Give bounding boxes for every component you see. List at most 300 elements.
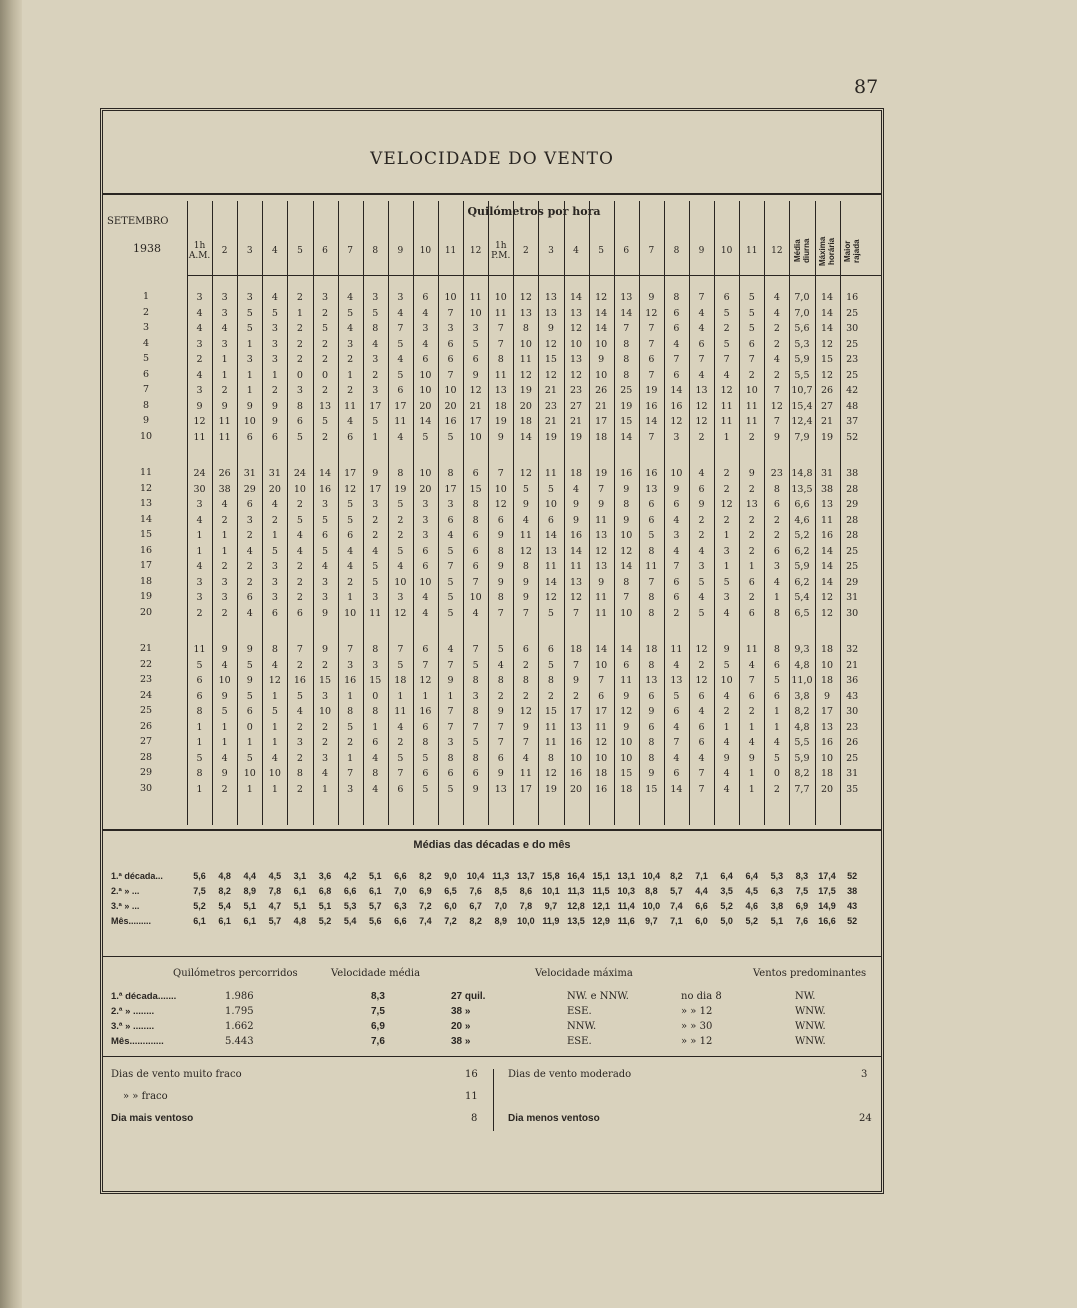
summary-header-vel-media: Velocidade média: [331, 968, 421, 979]
table-cell: 10: [595, 369, 608, 381]
table-cell: 4: [196, 307, 203, 319]
table-cell: 10: [293, 483, 306, 495]
table-cell: 2: [698, 530, 705, 541]
average-cell: 8,3: [795, 871, 809, 881]
table-cell: 11: [494, 307, 507, 319]
average-cell: 17,5: [818, 886, 836, 896]
average-cell: 5,3: [770, 871, 784, 881]
table-cell: 4: [673, 338, 680, 350]
table-cell: 6: [648, 690, 655, 702]
table-cell: 7,9: [794, 431, 810, 443]
table-cell: 14: [670, 385, 683, 396]
table-cell: 6: [773, 545, 780, 557]
table-cell: 28: [846, 530, 859, 541]
table-cell: 8,2: [794, 768, 810, 779]
table-cell: 7,0: [794, 292, 810, 303]
table-cell: 12: [544, 592, 557, 603]
footer-menos-ventoso-value: 24: [859, 1113, 872, 1124]
table-cell: 10: [469, 307, 482, 319]
table-cell: 14: [821, 292, 834, 303]
average-cell: 7,2: [444, 916, 457, 926]
table-cell: 9: [322, 607, 329, 619]
day-label: 20: [139, 606, 153, 618]
table-cell: 10: [469, 592, 482, 603]
summary-header-vel-max: Velocidade máxima: [535, 968, 633, 979]
table-cell: 5: [447, 545, 454, 557]
table-cell: 6: [522, 644, 529, 655]
table-cell: 5,3: [794, 338, 810, 350]
table-cell: 3: [447, 499, 454, 510]
table-cell: 4: [698, 706, 705, 717]
column-header-label: 2: [221, 246, 228, 256]
average-cell: 10,1: [542, 886, 560, 896]
table-cell: 1: [246, 338, 253, 350]
average-cell: 12,1: [592, 901, 610, 911]
day-label: 26: [139, 720, 153, 732]
table-cell: 36: [846, 675, 859, 686]
column-header: [764, 229, 789, 273]
table-cell: 7: [447, 369, 454, 381]
table-cell: 19: [494, 416, 507, 427]
column-header-label: 2: [522, 246, 529, 256]
table-cell: 25: [846, 561, 859, 572]
table-cell: 2: [547, 690, 554, 702]
table-cell: 10: [745, 385, 758, 396]
table-cell: 3: [372, 385, 379, 396]
footer-mais-ventoso-label: Dia mais ventoso: [111, 1113, 194, 1124]
table-cell: 10: [344, 607, 357, 619]
table-cell: 9: [447, 675, 454, 686]
average-cell: 3,5: [720, 886, 733, 896]
column-header: [438, 229, 463, 273]
table-cell: 11: [620, 675, 633, 686]
table-cell: 30: [193, 483, 206, 495]
average-cell: 6,6: [394, 871, 407, 881]
day-label: 22: [139, 658, 153, 670]
table-cell: 6: [698, 690, 705, 702]
day-label: 10: [139, 430, 153, 442]
table-cell: 3: [372, 659, 379, 671]
table-cell: 42: [846, 385, 859, 396]
table-cell: 13,5: [791, 483, 813, 495]
table-cell: 18: [570, 468, 583, 479]
table-cell: 4: [372, 545, 379, 557]
table-cell: 11: [544, 721, 557, 733]
table-cell: 4: [397, 721, 404, 733]
table-cell: 5: [322, 545, 329, 557]
table-cell: 1: [246, 385, 253, 396]
average-cell: 6,0: [695, 916, 708, 926]
table-cell: 5: [723, 307, 730, 319]
average-cell: 5,7: [368, 901, 382, 911]
table-cell: 2: [296, 561, 303, 572]
table-cell: 9: [623, 690, 630, 702]
table-cell: 3: [196, 592, 203, 603]
footer-muito-fraco-label: Dias de vento muito fraco: [111, 1069, 242, 1080]
table-cell: 2: [723, 323, 730, 334]
table-cell: 7: [447, 721, 454, 733]
table-cell: 18: [595, 768, 608, 779]
table-cell: 4: [196, 323, 203, 334]
average-cell: 6,9: [795, 901, 809, 911]
table-cell: 12: [695, 400, 708, 412]
average-cell: 6,3: [770, 886, 784, 896]
day-label: 28: [139, 751, 153, 763]
table-cell: 3: [422, 530, 429, 541]
table-cell: 6: [296, 607, 303, 619]
table-cell: 2: [271, 385, 278, 396]
table-cell: 5: [698, 607, 705, 619]
table-cell: 4,8: [794, 721, 810, 733]
column-header: [614, 229, 639, 273]
day-label: 5: [142, 353, 150, 364]
table-cell: 6: [748, 338, 755, 350]
summary-km: 1.986: [225, 991, 254, 1002]
average-cell: 7,4: [670, 901, 683, 911]
average-cell: 4,5: [745, 886, 758, 896]
table-cell: 4: [221, 499, 228, 510]
table-cell: 4: [372, 338, 379, 350]
table-cell: 6: [497, 514, 504, 526]
average-cell: 9,7: [645, 916, 658, 926]
table-cell: 16: [595, 783, 608, 795]
table-cell: 1: [422, 690, 429, 702]
table-cell: 6: [397, 385, 404, 396]
table-cell: 3: [723, 545, 730, 557]
table-cell: 1: [447, 690, 454, 702]
table-cell: 1: [748, 768, 755, 779]
table-cell: 4: [347, 292, 354, 303]
average-cell: 5,4: [343, 916, 357, 926]
table-cell: 9: [497, 530, 504, 541]
summary-max: 38 »: [451, 1036, 471, 1047]
table-cell: 16: [293, 675, 306, 686]
table-cell: 3: [196, 576, 203, 588]
table-cell: 14: [595, 307, 608, 319]
table-cell: 2: [522, 659, 529, 671]
table-cell: 9: [522, 592, 529, 603]
average-cell: 6,3: [394, 901, 407, 911]
table-cell: 4: [773, 737, 780, 748]
table-cell: 7: [347, 644, 354, 655]
table-cell: 6: [673, 576, 680, 588]
table-cell: 8: [648, 607, 655, 619]
table-cell: 19: [821, 431, 834, 443]
average-cell: 7,2: [419, 901, 432, 911]
table-cell: 4: [522, 752, 529, 764]
table-cell: 10: [268, 768, 281, 779]
table-cell: 17: [444, 483, 457, 495]
table-cell: 6: [246, 499, 253, 510]
table-cell: 14: [595, 323, 608, 334]
table-cell: 5: [422, 431, 429, 443]
table-cell: 13: [645, 675, 658, 686]
average-cell: 6,4: [720, 871, 733, 881]
table-cell: 18: [519, 416, 532, 427]
table-cell: 15: [544, 354, 557, 365]
table-cell: 9: [648, 768, 655, 779]
table-cell: 7: [447, 706, 454, 717]
column-header: [287, 229, 312, 273]
table-cell: 2: [246, 576, 253, 588]
table-cell: 2: [246, 561, 253, 572]
table-cell: 15: [620, 416, 633, 427]
table-cell: 13: [494, 385, 507, 396]
table-cell: 10: [670, 468, 683, 479]
table-cell: 8: [472, 499, 479, 510]
table-cell: 7: [673, 354, 680, 365]
table-cell: 6: [472, 561, 479, 572]
table-cell: 6: [773, 690, 780, 702]
table-cell: 13: [595, 561, 608, 572]
table-cell: 1: [221, 354, 228, 365]
table-cell: 12: [344, 483, 357, 495]
table-cell: 16: [821, 737, 834, 748]
table-cell: 8: [296, 400, 303, 412]
table-cell: 7: [397, 323, 404, 334]
summary-km: 5.443: [225, 1036, 254, 1047]
average-cell: 5,0: [720, 916, 733, 926]
table-cell: 21: [544, 416, 557, 427]
table-cell: 6: [296, 416, 303, 427]
table-cell: 12: [620, 545, 633, 557]
table-cell: 5: [397, 752, 404, 764]
table-cell: 18: [821, 675, 834, 686]
table-cell: 6: [673, 706, 680, 717]
table-cell: 10: [821, 659, 834, 671]
table-cell: 11: [544, 737, 557, 748]
column-header: [413, 229, 438, 273]
table-cell: 8: [648, 592, 655, 603]
table-cell: 23: [544, 400, 557, 412]
footer-moderado-label: Dias de vento moderado: [508, 1069, 632, 1080]
table-cell: 8: [773, 644, 780, 655]
average-cell: 8,2: [419, 871, 432, 881]
table-cell: 1: [221, 530, 228, 541]
table-cell: 2: [322, 307, 329, 319]
table-cell: 16: [620, 468, 633, 479]
table-cell: 2: [221, 561, 228, 572]
table-cell: 6: [698, 338, 705, 350]
table-cell: 13: [821, 499, 834, 510]
table-cell: 11: [720, 416, 733, 427]
averages-divider: [103, 829, 881, 831]
table-cell: 5: [296, 690, 303, 702]
table-cell: 4: [723, 607, 730, 619]
table-cell: 9,3: [794, 644, 810, 655]
table-cell: 7: [698, 292, 705, 303]
table-cell: 10: [419, 468, 432, 479]
table-cell: 5,9: [794, 752, 810, 764]
table-cell: 8: [472, 752, 479, 764]
table-cell: 38: [218, 483, 231, 495]
table-cell: 15: [544, 706, 557, 717]
table-cell: 4: [422, 592, 429, 603]
table-cell: 1: [296, 307, 303, 319]
table-cell: 13: [544, 545, 557, 557]
table-cell: 10: [494, 292, 507, 303]
table-cell: 14: [620, 644, 633, 655]
table-cell: 20: [419, 483, 432, 495]
table-cell: 5: [221, 706, 228, 717]
table-cell: 6: [598, 690, 605, 702]
table-cell: 2: [397, 514, 404, 526]
table-cell: 3: [372, 592, 379, 603]
table-cell: 4: [296, 545, 303, 557]
column-header-label: 5: [297, 246, 303, 256]
summary-direction: ESE.: [567, 1036, 592, 1047]
average-cell: 11,5: [592, 886, 610, 896]
table-cell: 2: [773, 514, 780, 526]
table-cell: 4: [196, 514, 203, 526]
table-cell: 5: [246, 659, 253, 671]
table-cell: 1: [196, 783, 203, 795]
table-cell: 2: [347, 354, 354, 365]
average-cell: 4,8: [293, 916, 307, 926]
average-cell: 6,0: [444, 901, 457, 911]
table-cell: 6: [472, 530, 479, 541]
table-cell: 3: [221, 307, 228, 319]
average-cell: 6,4: [745, 871, 758, 881]
table-cell: 9: [322, 644, 329, 655]
summary-max: 27 quil.: [451, 991, 486, 1002]
average-cell: 5,1: [770, 916, 784, 926]
table-cell: 6: [422, 644, 429, 655]
table-cell: 2: [296, 659, 303, 671]
table-cell: 18: [394, 675, 407, 686]
table-cell: 6: [773, 659, 780, 671]
table-cell: 9: [698, 499, 705, 510]
average-cell: 7,8: [519, 901, 533, 911]
table-cell: 1: [271, 690, 278, 702]
table-cell: 16: [670, 400, 683, 412]
table-cell: 26: [218, 468, 231, 479]
table-cell: 11: [544, 561, 557, 572]
table-cell: 3: [397, 292, 404, 303]
average-cell: 8,2: [469, 916, 482, 926]
table-cell: 2: [296, 783, 303, 795]
table-cell: 5: [547, 483, 554, 495]
table-cell: 9: [673, 483, 680, 495]
table-cell: 5: [447, 431, 454, 443]
table-cell: 8: [648, 752, 655, 764]
average-cell: 13,1: [617, 871, 635, 881]
table-cell: 2: [748, 530, 755, 541]
table-cell: 6: [422, 354, 429, 365]
table-cell: 16: [846, 292, 859, 303]
table-cell: 15: [620, 768, 633, 779]
table-cell: 3: [673, 530, 680, 541]
table-cell: 28: [846, 514, 859, 526]
average-cell: 6,1: [218, 916, 231, 926]
table-cell: 4: [673, 514, 680, 526]
table-cell: 8: [397, 468, 404, 479]
table-cell: 6: [673, 592, 680, 603]
table-cell: 9: [522, 721, 529, 733]
average-cell: 7,0: [494, 901, 507, 911]
table-cell: 5: [347, 514, 354, 526]
table-cell: 12: [821, 592, 834, 603]
table-cell: 12: [645, 307, 658, 319]
table-cell: 5: [347, 721, 354, 733]
average-cell: 16,6: [818, 916, 836, 926]
table-cell: 2: [673, 607, 680, 619]
table-cell: 4: [422, 338, 429, 350]
table-cell: 1: [271, 783, 278, 795]
table-cell: 15: [645, 783, 658, 795]
table-cell: 2: [773, 338, 780, 350]
column-header: [689, 229, 714, 273]
average-cell: 17,4: [818, 871, 836, 881]
table-cell: 14: [821, 307, 834, 319]
table-cell: 9: [598, 499, 605, 510]
table-cell: 17: [821, 706, 834, 717]
table-cell: 31: [268, 468, 281, 479]
table-cell: 48: [846, 400, 859, 412]
table-cell: 4: [698, 307, 705, 319]
table-cell: 4: [497, 659, 504, 671]
table-cell: 6: [648, 499, 655, 510]
table-cell: 4: [246, 607, 253, 619]
table-cell: 3: [773, 561, 780, 572]
table-cell: 5: [673, 690, 680, 702]
table-cell: 2: [723, 706, 730, 717]
table-cell: 6: [447, 338, 454, 350]
table-cell: 10: [620, 752, 633, 764]
table-cell: 8: [497, 675, 504, 686]
table-cell: 4: [296, 706, 303, 717]
table-cell: 23: [846, 354, 859, 365]
table-cell: 6: [698, 721, 705, 733]
day-label: 6: [142, 368, 150, 380]
table-cell: 5: [723, 576, 730, 588]
table-cell: 1: [322, 783, 329, 795]
average-cell: 5,1: [243, 901, 256, 911]
table-cell: 9: [573, 675, 580, 686]
table-cell: 12: [720, 499, 733, 510]
month-label: SETEMBRO: [107, 216, 169, 227]
table-cell: 8: [547, 752, 554, 764]
table-cell: 11: [519, 354, 532, 365]
table-cell: 6: [472, 545, 479, 557]
table-cell: 6: [648, 721, 655, 733]
table-cell: 1: [372, 721, 379, 733]
table-cell: 7: [497, 468, 504, 479]
table-cell: 16: [570, 737, 583, 748]
column-header-label: 9: [397, 246, 404, 256]
table-cell: 21: [846, 659, 859, 671]
table-cell: 4,8: [794, 659, 810, 671]
table-cell: 15: [469, 483, 482, 495]
table-cell: 6: [472, 468, 479, 479]
table-cell: 2: [296, 338, 303, 350]
table-cell: 6: [673, 369, 680, 381]
table-cell: 16: [570, 530, 583, 541]
units-label: Quilómetros por hora: [467, 205, 601, 218]
column-header-label: Máxima horária: [818, 236, 837, 266]
table-cell: 2: [221, 607, 228, 619]
summary-day: » » 30: [681, 1021, 713, 1032]
table-cell: 5: [723, 659, 730, 671]
table-cell: 14: [821, 545, 834, 557]
table-cell: 25: [846, 545, 859, 557]
table-cell: 32: [846, 644, 859, 655]
table-cell: 12: [821, 338, 834, 350]
table-cell: 12: [544, 369, 557, 381]
table-cell: 31: [846, 592, 859, 603]
table-cell: 1: [723, 561, 730, 572]
table-cell: 3: [372, 354, 379, 365]
